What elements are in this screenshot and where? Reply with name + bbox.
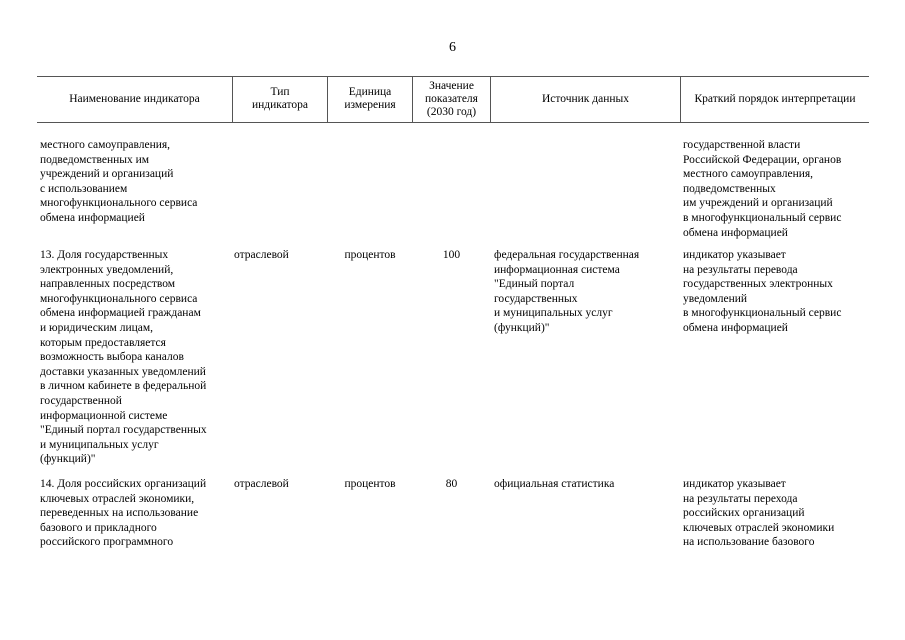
- cell-value: 80: [445, 478, 458, 490]
- cell-interpretation: индикатор указывает на результаты перехода российских организаций ключевых отраслей экономики на использование базового: [683, 478, 835, 549]
- cell-type: отраслевой: [234, 249, 289, 261]
- cell-value: 100: [442, 249, 461, 261]
- cell-unit: процентов: [344, 249, 396, 261]
- cell-type: отраслевой: [234, 478, 289, 490]
- header-value: Значение показателя (2030 год): [425, 79, 478, 118]
- cell-interpretation: индикатор указывает на результаты перевода государственных электронных уведомлений в многофункциональный сервис обмена информацией: [683, 249, 842, 334]
- header-name: [37, 76, 232, 122]
- header-type: Тип индикатора: [251, 86, 308, 111]
- cell-name: местного самоуправления, подведомственных им учреждений и организаций с использованием многофункционального сервиса обмена информацией: [40, 139, 198, 224]
- cell-name: 13. Доля государственных электронных уведомлений, направленных посредством многофункционального сервиса обмена информацией гражданам и юридическим лицам, которым предоставляется возможность выбора каналов доставки указанных уведомлений в личном кабинете в федеральной государственной информационной системе "Единый портал государственных и муниципальных услуг (функций)": [40, 249, 207, 466]
- cell-unit: процентов: [344, 478, 396, 490]
- header-bottom-rule: [37, 122, 869, 123]
- header-unit: Единица измерения: [344, 86, 396, 111]
- page-number: 6: [449, 40, 456, 55]
- header-name-label: Наименование индикатора: [69, 92, 200, 105]
- header-source: Источник данных: [541, 92, 630, 105]
- cell-interpretation: государственной власти Российской Федерации, органов местного самоуправления, подведомственных им учреждений и организаций в многофункциональный сервис обмена информацией: [683, 139, 842, 239]
- cell-name: 14. Доля российских организаций ключевых отраслей экономики, переведенных на использование базового и прикладного российского программного: [40, 478, 207, 549]
- cell-source: федеральная государственная информационная система "Единый портал государственных и муниципальных услуг (функций)": [494, 249, 640, 334]
- header-interpretation: Краткий порядок интерпретации: [694, 92, 856, 105]
- cell-source: официальная статистика: [494, 478, 615, 490]
